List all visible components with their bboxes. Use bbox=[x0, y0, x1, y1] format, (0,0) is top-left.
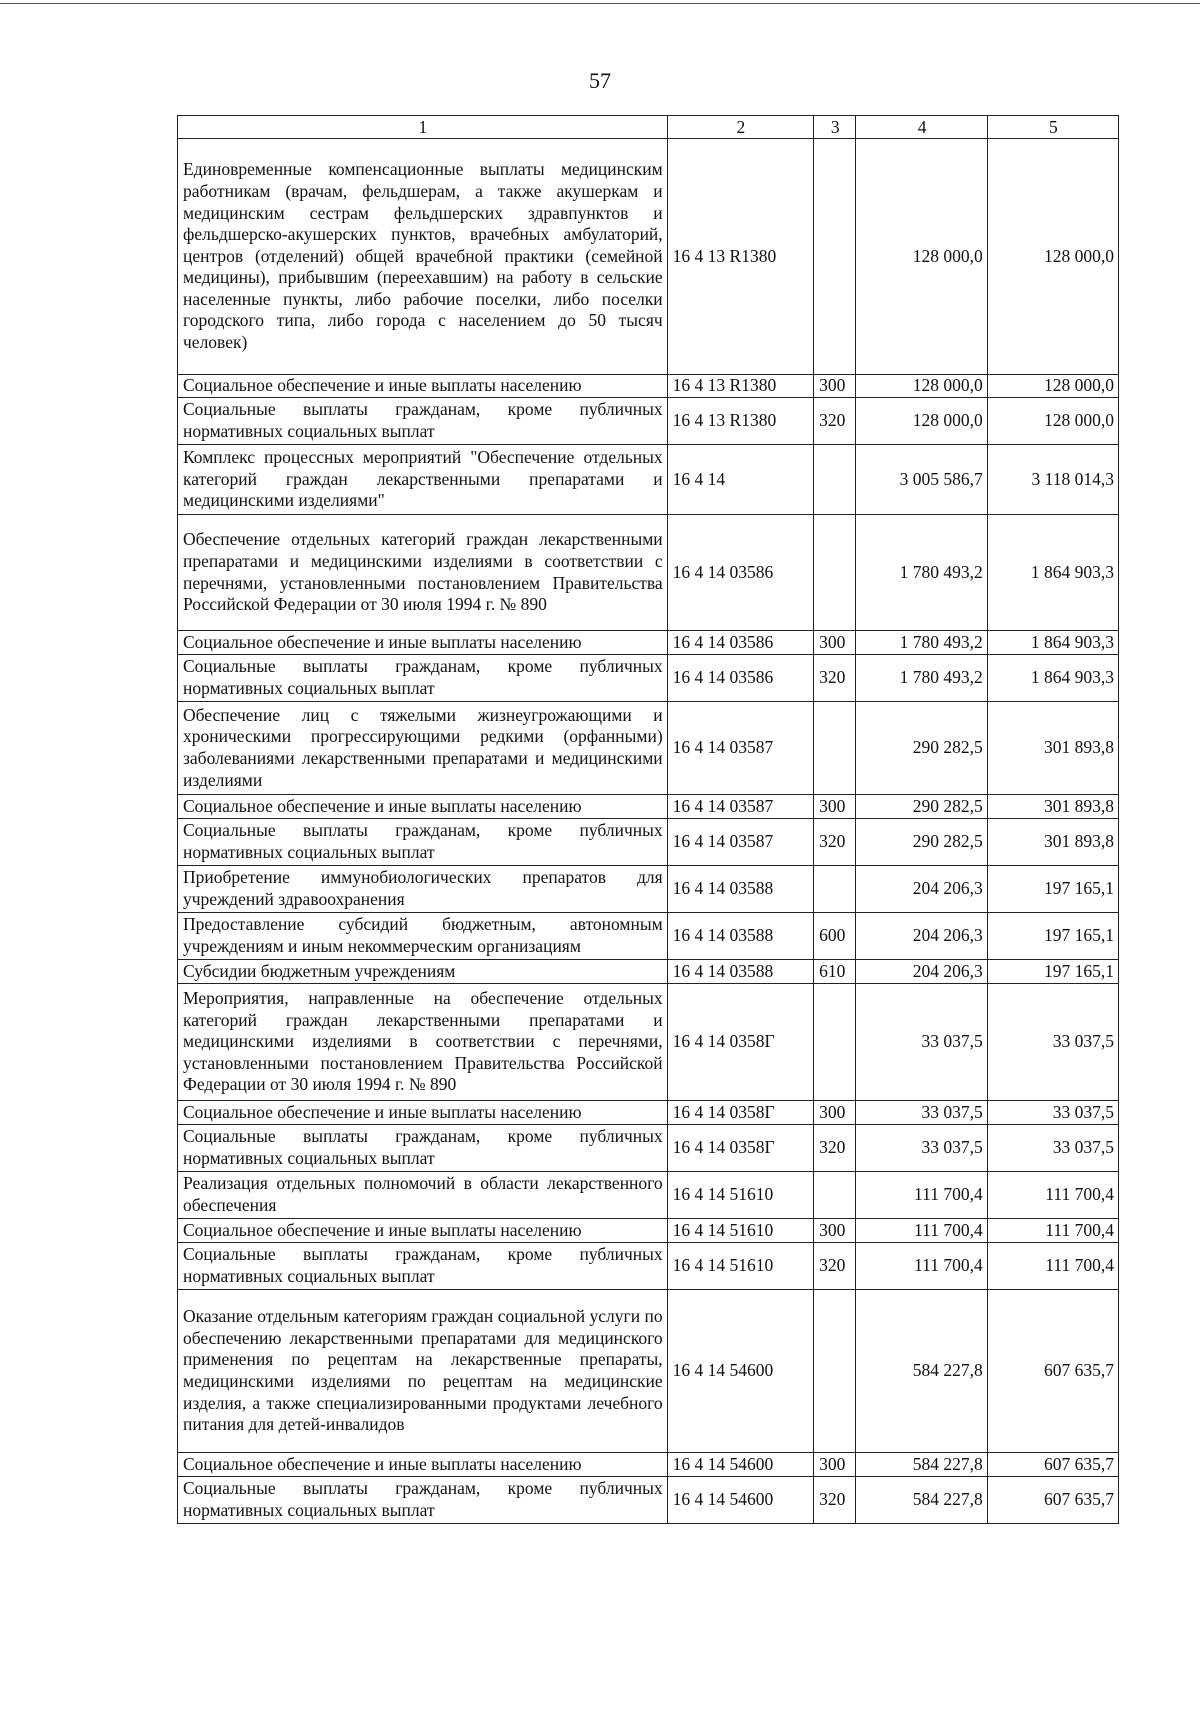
row-name-cell: Субсидии бюджетным учреждениям bbox=[178, 960, 668, 984]
row-amount-year2-cell: 128 000,0 bbox=[987, 375, 1118, 398]
row-name-cell: Единовременные компенсационные выплаты медицинским работникам (врачам, фельдшерам, а также акушеркам и медицинским сестрам фельдшерских здравпунктов и фельдшерско-акушерских пунктов, врачебных амбулаторий, центров (отделений) общей врачебной практики (семейной медицины), прибывшим (переехавшим) на работу в сельские населенные пункты, либо рабочие поселки, либо поселки городского типа, либо города с населением до 50 тысяч человек) bbox=[178, 139, 668, 375]
row-amount-year1-cell: 1 780 493,2 bbox=[856, 631, 987, 655]
column-header-4: 4 bbox=[856, 116, 987, 139]
row-amount-year2-cell: 607 635,7 bbox=[987, 1453, 1118, 1477]
row-code-cell: 16 4 14 03588 bbox=[667, 960, 813, 984]
row-expense-type-cell: 320 bbox=[814, 819, 856, 866]
table-row bbox=[178, 795, 1119, 819]
row-code-cell: 16 4 14 0358Г bbox=[667, 1125, 813, 1172]
row-name-cell: Комплекс процессных мероприятий "Обеспечение отдельных категорий граждан лекарственными препаратами и медицинскими изделиями" bbox=[178, 445, 668, 515]
table-row bbox=[178, 1477, 1119, 1524]
row-expense-type-cell: 320 bbox=[814, 1477, 856, 1524]
row-code-cell: 16 4 14 51610 bbox=[667, 1172, 813, 1219]
row-code-cell: 16 4 14 03587 bbox=[667, 702, 813, 795]
row-code-cell: 16 4 13 R1380 bbox=[667, 139, 813, 375]
row-amount-year1-cell: 128 000,0 bbox=[856, 375, 987, 398]
row-expense-type-cell: 600 bbox=[814, 913, 856, 960]
row-name-cell: Обеспечение лиц с тяжелыми жизнеугрожающими и хроническими прогрессирующими редкими (орфанными) заболеваниями лекарственными препаратами и медицинскими изделиями bbox=[178, 702, 668, 795]
top-border-line bbox=[0, 3, 1200, 4]
table-row bbox=[178, 398, 1119, 445]
row-expense-type-cell: 300 bbox=[814, 375, 856, 398]
table-row bbox=[178, 631, 1119, 655]
row-expense-type-cell bbox=[814, 515, 856, 631]
row-amount-year2-cell: 1 864 903,3 bbox=[987, 631, 1118, 655]
row-amount-year2-cell: 197 165,1 bbox=[987, 866, 1118, 913]
row-name-cell: Социальные выплаты гражданам, кроме публичных нормативных социальных выплат bbox=[178, 1477, 668, 1524]
row-code-cell: 16 4 14 54600 bbox=[667, 1477, 813, 1524]
table-row bbox=[178, 1101, 1119, 1125]
row-amount-year2-cell: 128 000,0 bbox=[987, 398, 1118, 445]
table-row bbox=[178, 1172, 1119, 1219]
row-amount-year2-cell: 197 165,1 bbox=[987, 913, 1118, 960]
row-amount-year2-cell: 607 635,7 bbox=[987, 1477, 1118, 1524]
row-code-cell: 16 4 14 51610 bbox=[667, 1243, 813, 1290]
table-row bbox=[178, 1453, 1119, 1477]
row-name-cell: Социальное обеспечение и иные выплаты населению bbox=[178, 375, 668, 398]
row-expense-type-cell bbox=[814, 702, 856, 795]
row-name-cell: Оказание отдельным категориям граждан социальной услуги по обеспечению лекарственными препаратами для медицинского применения по рецептам на лекарственные препараты, медицинскими изделиями по рецептам на медицинские изделия, а также специализированными продуктами лечебного питания для детей-инвалидов bbox=[178, 1290, 668, 1453]
row-expense-type-cell: 320 bbox=[814, 1125, 856, 1172]
row-name-cell: Социальное обеспечение и иные выплаты населению bbox=[178, 631, 668, 655]
row-expense-type-cell bbox=[814, 445, 856, 515]
row-expense-type-cell: 300 bbox=[814, 795, 856, 819]
row-name-cell: Социальные выплаты гражданам, кроме публичных нормативных социальных выплат bbox=[178, 655, 668, 702]
row-name-cell: Социальное обеспечение и иные выплаты населению bbox=[178, 1219, 668, 1243]
row-amount-year2-cell: 301 893,8 bbox=[987, 819, 1118, 866]
row-amount-year1-cell: 204 206,3 bbox=[856, 866, 987, 913]
table-row bbox=[178, 913, 1119, 960]
row-amount-year2-cell: 33 037,5 bbox=[987, 1101, 1118, 1125]
row-expense-type-cell: 610 bbox=[814, 960, 856, 984]
table-row bbox=[178, 375, 1119, 398]
row-name-cell: Реализация отдельных полномочий в области лекарственного обеспечения bbox=[178, 1172, 668, 1219]
row-expense-type-cell: 320 bbox=[814, 1243, 856, 1290]
row-amount-year1-cell: 111 700,4 bbox=[856, 1219, 987, 1243]
row-amount-year1-cell: 290 282,5 bbox=[856, 702, 987, 795]
row-amount-year2-cell: 128 000,0 bbox=[987, 139, 1118, 375]
row-amount-year1-cell: 128 000,0 bbox=[856, 139, 987, 375]
table-row bbox=[178, 1243, 1119, 1290]
row-amount-year2-cell: 33 037,5 bbox=[987, 1125, 1118, 1172]
row-name-cell: Приобретение иммунобиологических препаратов для учреждений здравоохранения bbox=[178, 866, 668, 913]
row-amount-year2-cell: 111 700,4 bbox=[987, 1172, 1118, 1219]
table-row bbox=[178, 515, 1119, 631]
row-expense-type-cell: 300 bbox=[814, 631, 856, 655]
row-code-cell: 16 4 14 03586 bbox=[667, 631, 813, 655]
row-amount-year1-cell: 290 282,5 bbox=[856, 819, 987, 866]
row-name-cell: Социальные выплаты гражданам, кроме публичных нормативных социальных выплат bbox=[178, 398, 668, 445]
row-code-cell: 16 4 13 R1380 bbox=[667, 398, 813, 445]
row-code-cell: 16 4 14 0358Г bbox=[667, 984, 813, 1101]
row-name-cell: Предоставление субсидий бюджетным, автономным учреждениям и иным некоммерческим организациям bbox=[178, 913, 668, 960]
row-expense-type-cell: 300 bbox=[814, 1453, 856, 1477]
row-code-cell: 16 4 14 0358Г bbox=[667, 1101, 813, 1125]
row-amount-year2-cell: 1 864 903,3 bbox=[987, 515, 1118, 631]
row-name-cell: Социальные выплаты гражданам, кроме публичных нормативных социальных выплат bbox=[178, 1243, 668, 1290]
row-amount-year1-cell: 111 700,4 bbox=[856, 1172, 987, 1219]
row-amount-year1-cell: 204 206,3 bbox=[856, 913, 987, 960]
row-code-cell: 16 4 14 54600 bbox=[667, 1290, 813, 1453]
table-row bbox=[178, 984, 1119, 1101]
row-amount-year1-cell: 3 005 586,7 bbox=[856, 445, 987, 515]
row-amount-year1-cell: 584 227,8 bbox=[856, 1477, 987, 1524]
table-row bbox=[178, 960, 1119, 984]
row-expense-type-cell: 300 bbox=[814, 1219, 856, 1243]
page-number: 57 bbox=[589, 68, 611, 93]
row-expense-type-cell bbox=[814, 866, 856, 913]
row-code-cell: 16 4 14 03587 bbox=[667, 819, 813, 866]
row-expense-type-cell: 320 bbox=[814, 655, 856, 702]
row-amount-year2-cell: 111 700,4 bbox=[987, 1243, 1118, 1290]
row-amount-year1-cell: 290 282,5 bbox=[856, 795, 987, 819]
header-row bbox=[178, 116, 1119, 139]
row-amount-year1-cell: 33 037,5 bbox=[856, 1101, 987, 1125]
row-amount-year2-cell: 3 118 014,3 bbox=[987, 445, 1118, 515]
row-name-cell: Социальное обеспечение и иные выплаты населению bbox=[178, 1101, 668, 1125]
row-amount-year2-cell: 301 893,8 bbox=[987, 795, 1118, 819]
row-amount-year1-cell: 204 206,3 bbox=[856, 960, 987, 984]
row-expense-type-cell: 300 bbox=[814, 1101, 856, 1125]
row-code-cell: 16 4 14 51610 bbox=[667, 1219, 813, 1243]
row-name-cell: Обеспечение отдельных категорий граждан лекарственными препаратами и медицинскими изделиями в соответствии с перечнями, установленными постановлением Правительства Российской Федерации от 30 июля 1994 г. № 890 bbox=[178, 515, 668, 631]
row-expense-type-cell bbox=[814, 139, 856, 375]
row-name-cell: Социальное обеспечение и иные выплаты населению bbox=[178, 795, 668, 819]
column-header-5: 5 bbox=[987, 116, 1118, 139]
row-code-cell: 16 4 13 R1380 bbox=[667, 375, 813, 398]
row-expense-type-cell: 320 bbox=[814, 398, 856, 445]
table-row bbox=[178, 702, 1119, 795]
column-header-2: 2 bbox=[667, 116, 813, 139]
budget-table bbox=[177, 115, 1119, 1524]
row-name-cell: Мероприятия, направленные на обеспечение отдельных категорий граждан лекарственными препаратами и медицинскими изделиями в соответствии с перечнями, установленными постановлением Правительства Российской Федерации от 30 июля 1994 г. № 890 bbox=[178, 984, 668, 1101]
row-amount-year1-cell: 584 227,8 bbox=[856, 1290, 987, 1453]
row-amount-year2-cell: 197 165,1 bbox=[987, 960, 1118, 984]
row-code-cell: 16 4 14 03586 bbox=[667, 655, 813, 702]
column-header-3: 3 bbox=[814, 116, 856, 139]
row-amount-year2-cell: 33 037,5 bbox=[987, 984, 1118, 1101]
row-code-cell: 16 4 14 54600 bbox=[667, 1453, 813, 1477]
row-amount-year1-cell: 33 037,5 bbox=[856, 984, 987, 1101]
row-amount-year1-cell: 1 780 493,2 bbox=[856, 515, 987, 631]
row-code-cell: 16 4 14 bbox=[667, 445, 813, 515]
row-amount-year1-cell: 111 700,4 bbox=[856, 1243, 987, 1290]
row-code-cell: 16 4 14 03586 bbox=[667, 515, 813, 631]
row-amount-year1-cell: 1 780 493,2 bbox=[856, 655, 987, 702]
row-expense-type-cell bbox=[814, 984, 856, 1101]
table-row bbox=[178, 866, 1119, 913]
row-amount-year1-cell: 128 000,0 bbox=[856, 398, 987, 445]
row-amount-year2-cell: 301 893,8 bbox=[987, 702, 1118, 795]
table-row bbox=[178, 1125, 1119, 1172]
row-name-cell: Социальные выплаты гражданам, кроме публичных нормативных социальных выплат bbox=[178, 819, 668, 866]
row-name-cell: Социальные выплаты гражданам, кроме публичных нормативных социальных выплат bbox=[178, 1125, 668, 1172]
column-header-1: 1 bbox=[178, 116, 668, 139]
row-amount-year1-cell: 33 037,5 bbox=[856, 1125, 987, 1172]
table-row bbox=[178, 445, 1119, 515]
table-row bbox=[178, 655, 1119, 702]
table-row bbox=[178, 139, 1119, 375]
row-code-cell: 16 4 14 03588 bbox=[667, 913, 813, 960]
row-code-cell: 16 4 14 03588 bbox=[667, 866, 813, 913]
row-amount-year1-cell: 584 227,8 bbox=[856, 1453, 987, 1477]
row-name-cell: Социальное обеспечение и иные выплаты населению bbox=[178, 1453, 668, 1477]
row-code-cell: 16 4 14 03587 bbox=[667, 795, 813, 819]
row-amount-year2-cell: 111 700,4 bbox=[987, 1219, 1118, 1243]
row-expense-type-cell bbox=[814, 1172, 856, 1219]
table-row bbox=[178, 819, 1119, 866]
row-amount-year2-cell: 1 864 903,3 bbox=[987, 655, 1118, 702]
row-expense-type-cell bbox=[814, 1290, 856, 1453]
row-amount-year2-cell: 607 635,7 bbox=[987, 1290, 1118, 1453]
table-row bbox=[178, 1290, 1119, 1453]
table-row bbox=[178, 1219, 1119, 1243]
